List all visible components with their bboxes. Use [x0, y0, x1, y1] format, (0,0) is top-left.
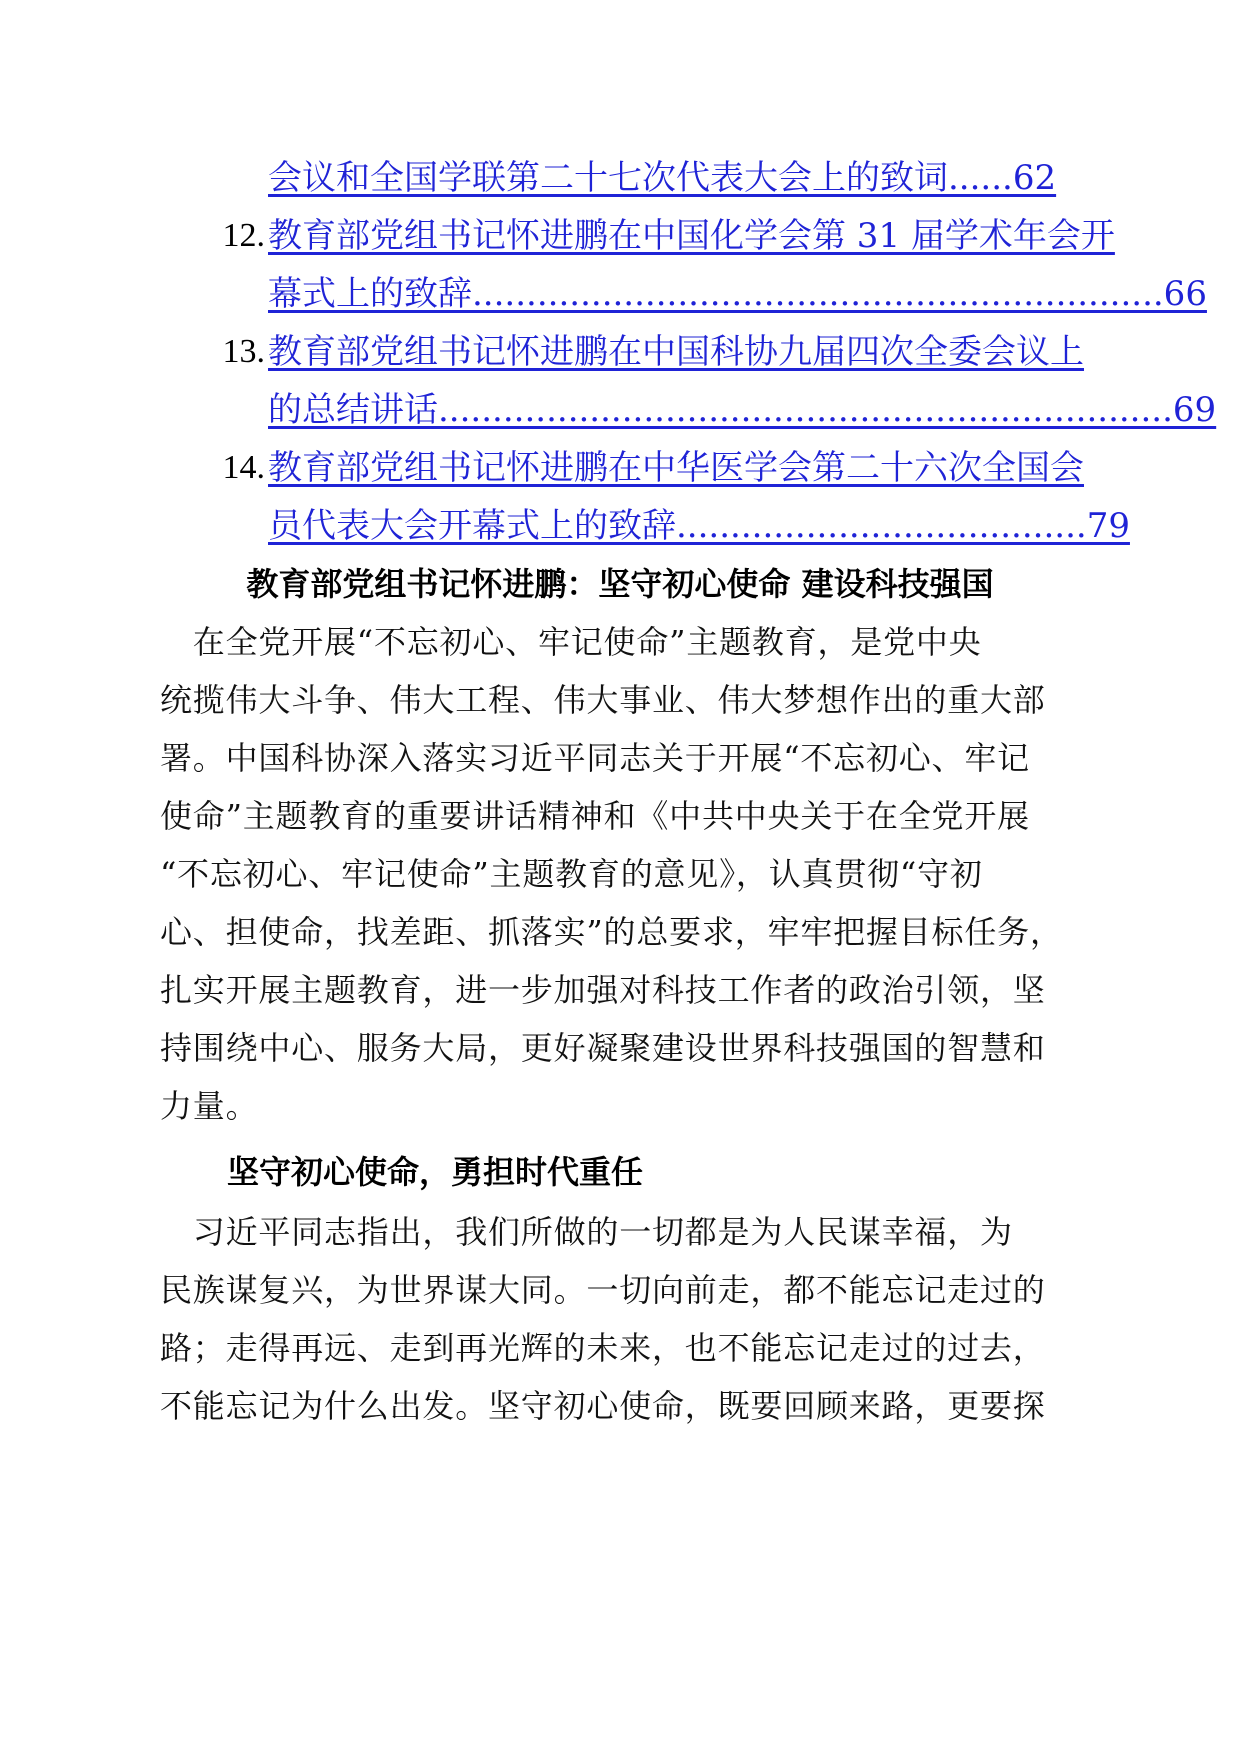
toc-item-12-line-2[interactable]: 幕式上的致辞................................................................66: [268, 274, 1207, 314]
paragraph-1-line: 统揽伟大斗争、伟大工程、伟大事业、伟大梦想作出的重大部: [160, 681, 1046, 719]
paragraph-1-line: 署。中国科协深入落实习近平同志关于开展“不忘初心、牢记: [160, 739, 1030, 777]
toc-item-13-number: 13.: [222, 333, 265, 370]
paragraph-1-line: 扎实开展主题教育，进一步加强对科技工作者的政治引领，坚: [160, 971, 1046, 1009]
toc-item-12-number: 12.: [222, 217, 265, 254]
toc-item-14-line-1[interactable]: 教育部党组书记怀进鹏在中华医学会第二十六次全国会: [268, 448, 1084, 488]
paragraph-1-line: 力量。: [160, 1087, 259, 1125]
paragraph-1-line: 心、担使命，找差距、抓落实”的总要求，牢牢把握目标任务，: [160, 913, 1063, 951]
toc-item-14-line-2[interactable]: 员代表大会开幕式上的致辞......................................79: [268, 506, 1130, 546]
toc-item-14-number: 14.: [222, 449, 265, 486]
paragraph-2-line: 民族谋复兴，为世界谋大同。一切向前走，都不能忘记走过的: [160, 1271, 1046, 1309]
paragraph-1-line: 在全党开展“不忘初心、牢记使命”主题教育，是党中央: [160, 623, 982, 661]
toc-item-13-line-2[interactable]: 的总结讲话....................................................................69: [268, 390, 1217, 430]
paragraph-2-line: 不能忘记为什么出发。坚守初心使命，既要回顾来路，更要探: [160, 1387, 1046, 1425]
toc-item-13-line-1[interactable]: 教育部党组书记怀进鹏在中国科协九届四次全委会议上: [268, 332, 1084, 372]
section-title: 坚守初心使命，勇担时代重任: [227, 1153, 644, 1191]
paragraph-2-line: 习近平同志指出，我们所做的一切都是为人民谋幸福，为: [160, 1213, 1013, 1251]
paragraph-1-line: 持围绕中心、服务大局，更好凝聚建设世界科技强国的智慧和: [160, 1029, 1046, 1067]
paragraph-1-line: “不忘初心、牢记使命”主题教育的意见》，认真贯彻“守初: [160, 855, 983, 893]
article-title: 教育部党组书记怀进鹏：坚守初心使命 建设科技强国: [246, 565, 994, 603]
paragraph-1-line: 使命”主题教育的重要讲话精神和《中共中央关于在全党开展: [160, 797, 1030, 835]
toc-item-12-line-1[interactable]: 教育部党组书记怀进鹏在中国化学会第 31 届学术年会开: [268, 216, 1115, 256]
paragraph-2-line: 路；走得再远、走到再光辉的未来，也不能忘记走过的过去，: [160, 1329, 1046, 1367]
toc-item-11-line-2[interactable]: 会议和全国学联第二十七次代表大会上的致词......62: [268, 158, 1057, 198]
